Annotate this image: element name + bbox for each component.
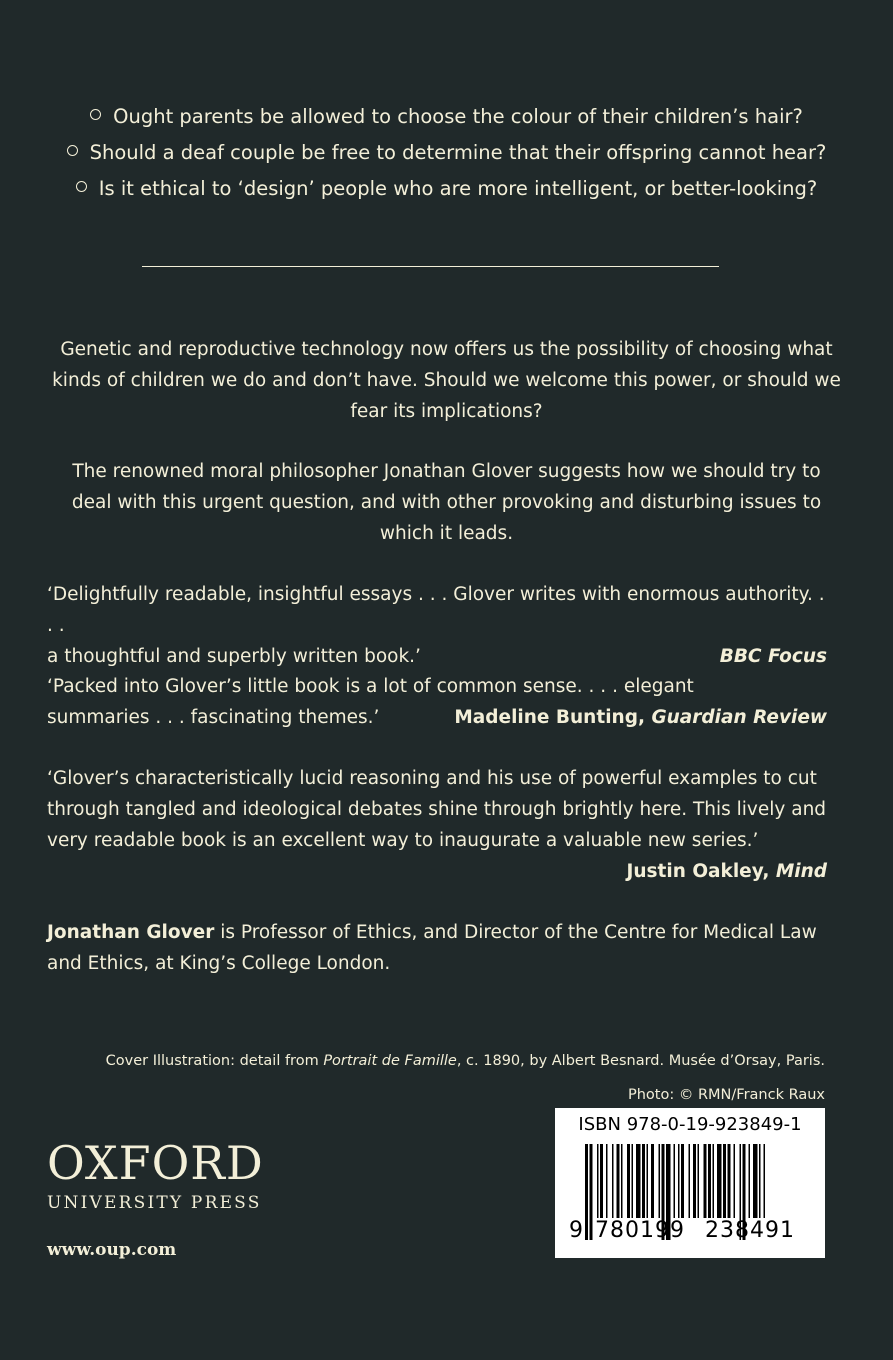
barcode-bar [627, 1144, 630, 1218]
barcode-bar [698, 1144, 700, 1218]
barcode-bar [749, 1144, 751, 1218]
barcode-bar [590, 1144, 593, 1240]
isbn-barcode: ISBN 978-0-19-923849-1 9 780199 238491 [555, 1108, 825, 1258]
barcode-bar [642, 1144, 645, 1218]
barcode-bar [647, 1144, 649, 1218]
cover-credit: Cover Illustration: detail from Portrait de Famille, c. 1890, by Albert Besnard. Musée d’Orsay, Paris. Photo: © RMN/Franck Raux [105, 1053, 825, 1103]
barcode-bar [759, 1144, 761, 1218]
quote-source: Justin Oakley, Mind [626, 861, 827, 882]
circle-bullet-icon [90, 109, 101, 120]
barcode-bar [704, 1144, 707, 1218]
review-quote-2: ‘Packed into Glover’s little book is a lot of common sense. . . . elegant summaries . . . fascinating themes.’ Madeline Bunting, Guardian Review [47, 671, 827, 733]
circle-bullet-icon [76, 181, 87, 192]
quote-source: BBC Focus [719, 646, 827, 667]
barcode-bar [689, 1144, 691, 1218]
circle-bullet-icon [67, 145, 78, 156]
barcode-bar [693, 1144, 696, 1218]
barcode-bar [728, 1144, 731, 1218]
barcode-bar [708, 1144, 711, 1218]
review-quote-1: ‘Delightfully readable, insightful essays . . . Glover writes with enormous authority. . . . a thoughtful and superbly written book.’ BBC Focus [47, 579, 827, 672]
barcode-bar [674, 1144, 676, 1218]
publisher-logo: OXFORD UNIVERSITY PRESS [47, 1136, 264, 1213]
barcode-bar [717, 1144, 722, 1218]
barcode-bar [734, 1144, 736, 1218]
barcode-bar [636, 1144, 641, 1218]
question-item: Should a deaf couple be free to determine that their offspring cannot hear? [0, 135, 893, 171]
review-quote-3: ‘Glover’s characteristically lucid reasoning and his use of powerful examples to cut through tangled and ideological debates shine through brightly here. This lively and very readable book is an excellent way to inaugurate a valuable new series.’ Justin Oakley, Mind [47, 768, 827, 882]
blurb-paragraph-1: Genetic and reproductive technology now offers us the possibility of choosing what kinds of children we do and don’t have. Should we welcome this power, or should we fear its implications? [52, 339, 841, 422]
barcode-bar [606, 1144, 608, 1218]
barcode-bar [617, 1144, 620, 1218]
barcode-bar [678, 1144, 680, 1218]
barcode-bar [764, 1144, 766, 1218]
question-list [0, 99, 893, 207]
barcode-bar [723, 1144, 726, 1218]
barcode-bar [681, 1144, 684, 1218]
publisher-url: www.oup.com [47, 1240, 177, 1260]
barcode-bar [632, 1144, 634, 1218]
question-item: Ought parents be allowed to choose the colour of their children’s hair? [0, 99, 893, 135]
blurb-paragraph-2: The renowned moral philosopher Jonathan Glover suggests how we should try to deal with this urgent question, and with other provoking and disturbing issues to which it leads. [71, 461, 822, 544]
barcode-bar [585, 1144, 588, 1240]
barcode-bar [597, 1144, 599, 1218]
barcode-bar [753, 1144, 758, 1218]
divider-rule [142, 266, 719, 267]
author-bio: Jonathan Glover is Professor of Ethics, and Director of the Centre for Medical Law and Ethics, at King’s College London. [47, 922, 817, 974]
question-item: Is it ethical to ‘design’ people who are more intelligent, or better-looking? [0, 171, 893, 207]
barcode-bar [659, 1144, 661, 1218]
barcode-bar [651, 1144, 654, 1218]
barcode-bar [612, 1144, 614, 1218]
quote-source: Madeline Bunting, Guardian Review [454, 707, 827, 728]
barcode-bar [621, 1144, 623, 1218]
barcode-bar [600, 1144, 603, 1218]
barcode-bar [713, 1144, 715, 1218]
